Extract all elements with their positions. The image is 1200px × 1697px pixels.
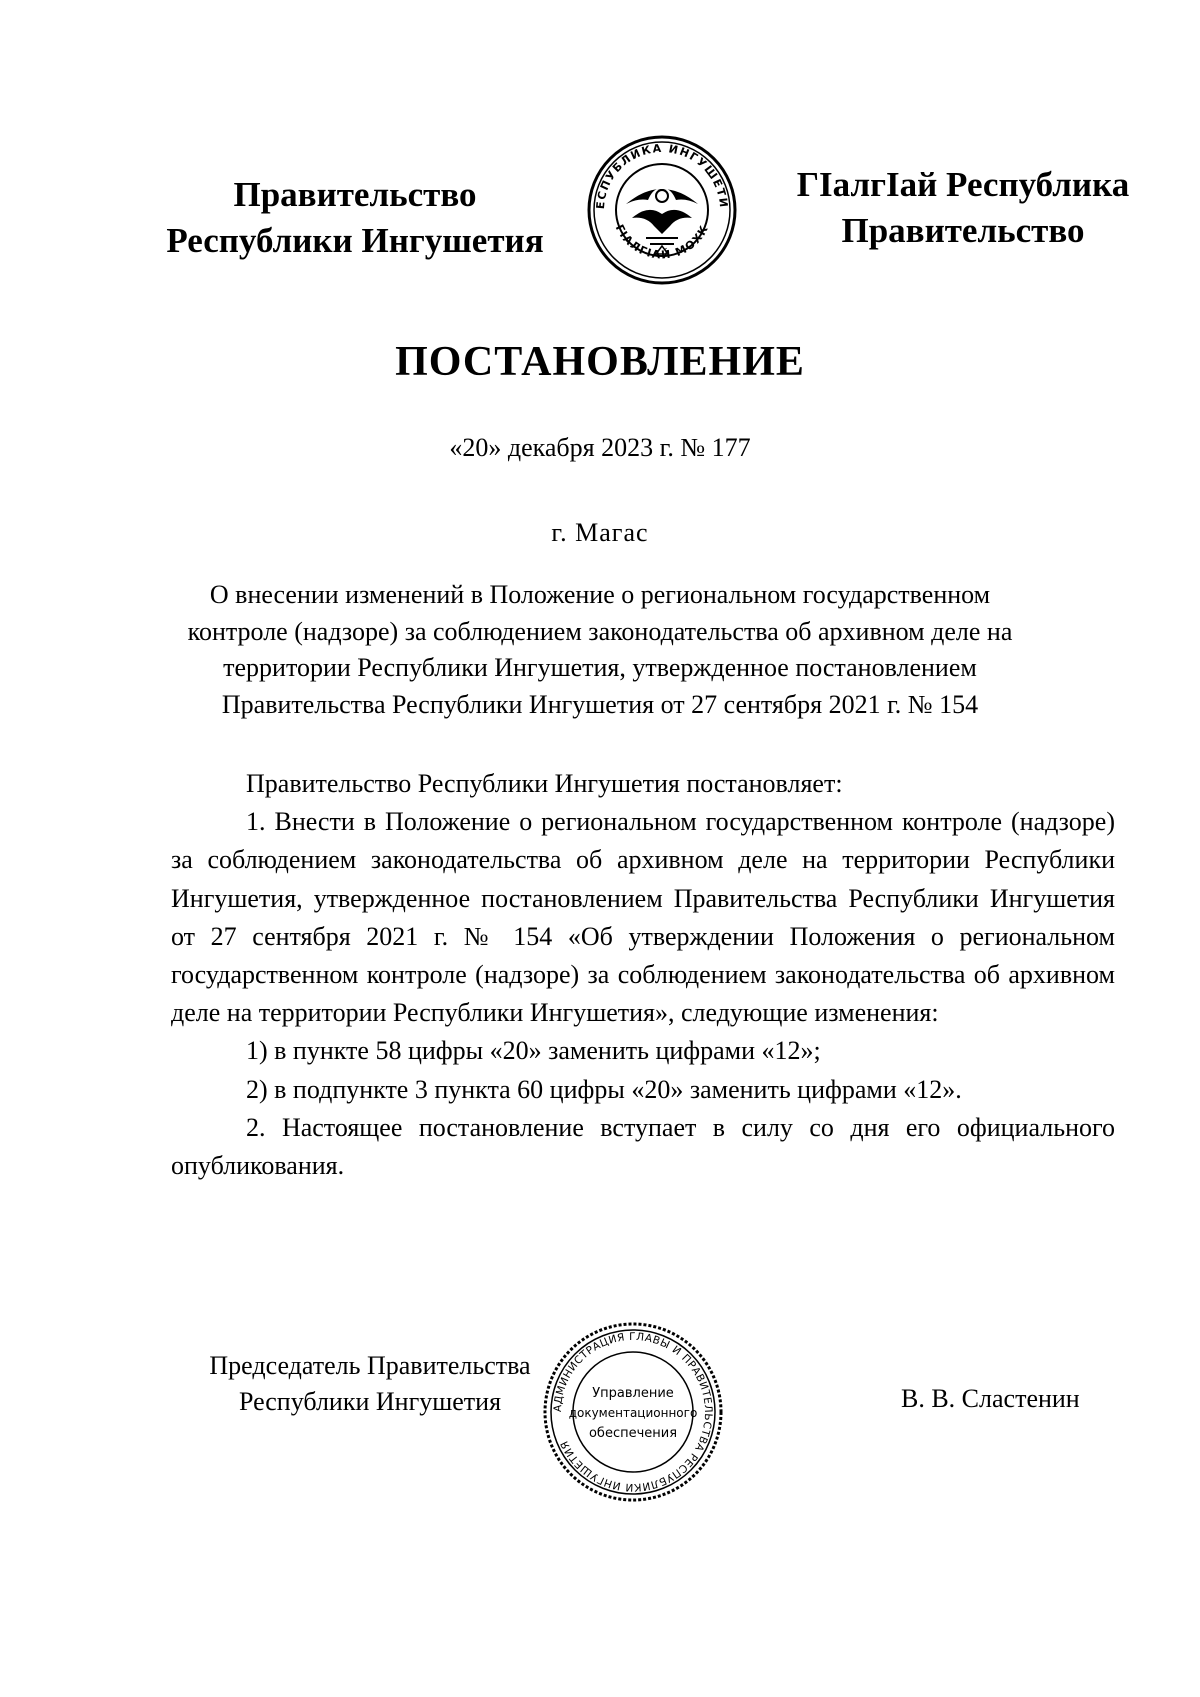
body-paragraph-1: 1. Внести в Положение о региональном государственном контроле (надзоре) за соблюдением законодательства об архивном деле на территории Республики Ингушетия, утвержденное постановлением Правительства Республики Ингушетия от 27 сентября 2021 г. № 154 «Об утверждении Положения о региональном государственном контроле (надзоре) за соблюдением законодательства об архивном деле на территории Республики Ингушетия», следующие изменения: <box>171 807 1115 1028</box>
stamp-center-line1: Управление <box>592 1386 674 1401</box>
document-title: ПОСТАНОВЛЕНИЕ <box>395 339 805 385</box>
header-right-line1: ГIалгIай Республика <box>796 165 1130 204</box>
signatory-role <box>180 1348 560 1420</box>
document-place: г. Магас <box>551 518 649 547</box>
document-body <box>171 765 1115 1185</box>
document-subject: О внесении изменений в Положение о региональном государственном контроле (надзоре) за соблюдением законодательства об архивном деле на территории Республики Ингушетия, утвержденное постановлением Правительства Республики Ингушетия от 27 сентября 2021 г. № 154 <box>187 580 1013 719</box>
body-preamble: Правительство Республики Ингушетия постановляет: <box>246 769 843 798</box>
body-paragraph-2: 2. Настоящее постановление вступает в силу со дня его официального опубликования. <box>171 1112 1115 1181</box>
coat-of-arms-emblem-icon <box>586 134 738 286</box>
emblem-top-text: ЕСПУБЛИКА ИНГУШЕТИ <box>593 141 731 210</box>
signatory-name: В. В. Сластенин <box>901 1384 1080 1413</box>
document-date-number: «20» декабря 2023 г. № 177 <box>449 433 751 462</box>
header-right-line2: Правительство <box>841 211 1085 250</box>
header-left-line2: Республики Ингушетия <box>166 221 544 260</box>
header-left-line1: Правительство <box>233 175 477 214</box>
signatory-role-line2: Республики Ингушетия <box>238 1387 502 1416</box>
body-item-1: 1) в пункте 58 цифры «20» заменить цифрами «12»; <box>246 1036 821 1066</box>
body-item-2: 2) в подпункте 3 пункта 60 цифры «20» заменить цифрами «12». <box>246 1074 962 1104</box>
signatory-role-line1: Председатель Правительства <box>209 1351 531 1380</box>
stamp-center-line3: обеспечения <box>588 1426 678 1441</box>
header-left-block <box>130 172 580 264</box>
official-stamp-icon <box>538 1317 728 1507</box>
emblem-bottom-text: ГIАЛГIАЙ МОХК <box>612 222 712 262</box>
stamp-center-line2: документационного <box>568 1406 698 1420</box>
stamp-ring-text: АДМИНИСТРАЦИЯ ГЛАВЫ И ПРАВИТЕЛЬСТВА РЕСПУБЛИКИ ИНГУШЕТИЯ <box>551 1330 715 1494</box>
header-right-block <box>778 162 1148 254</box>
